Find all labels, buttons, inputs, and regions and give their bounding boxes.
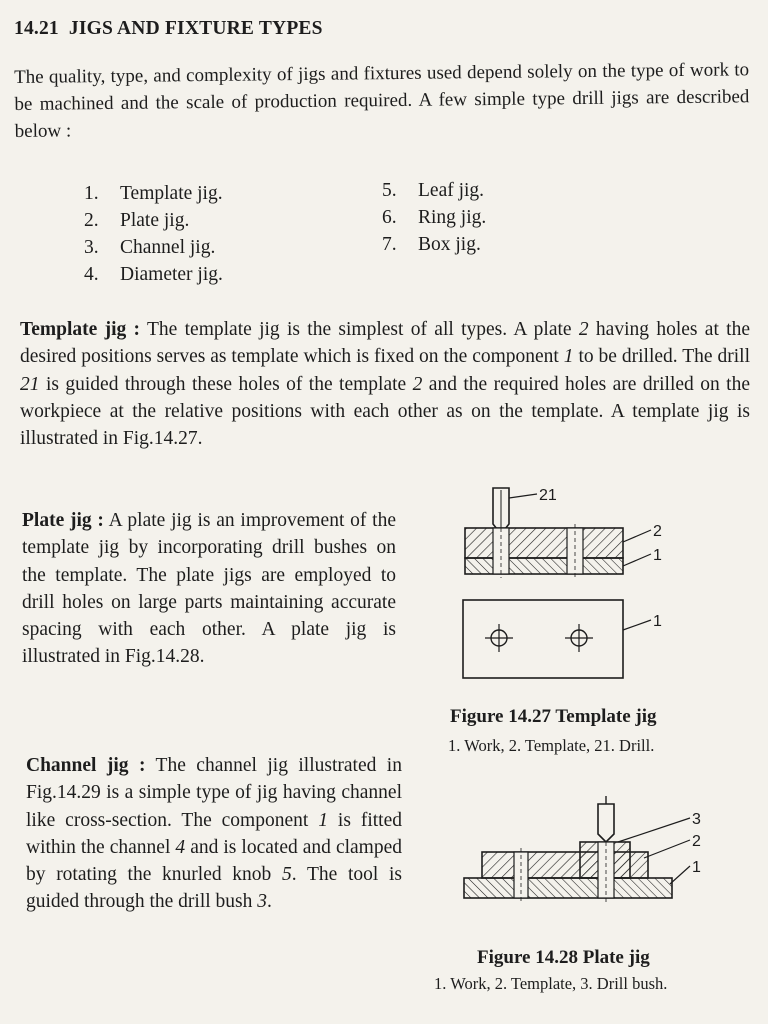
figure-27-title: Figure 14.27 Template jig <box>450 706 657 727</box>
intro-paragraph: The quality, type, and complexity of jigs and fixtures used depend solely on the type of work to be machined and the scale of production required. A few simple type drill jigs are described below : <box>14 59 750 142</box>
figure-27-legend: 1. Work, 2. Template, 21. Drill. <box>448 736 655 755</box>
label-work: 1 <box>653 547 662 564</box>
work-piece <box>464 878 672 898</box>
channel-jig-paragraph: Channel jig : The channel jig illustrated in Fig.14.29 is a simple type of jig having channel like cross-section. The component 1 is fitted within the channel 4 and is located and clamped by rotating the knurled knob 5. The tool is guided through the drill bush 3. <box>26 755 402 913</box>
label-bush: 3 <box>692 811 701 828</box>
plate-jig-paragraph: Plate jig : A plate jig is an improvement of the template jig by incorporating drill bushes on the template. The plate jigs are employed to drill holes on large parts maintaining accurate spacing with each other. A plate jig is illustrated in Fig.14.28. <box>22 510 396 668</box>
list-item: 7. Box jig. <box>382 234 481 255</box>
template-jig-heading: Template jig : <box>20 319 141 340</box>
list-item: 4. Diameter jig. <box>84 264 223 285</box>
list-item: 5. Leaf jig. <box>382 180 485 201</box>
drill-bit <box>598 796 614 842</box>
section-title: JIGS AND FIXTURE TYPES <box>68 18 323 39</box>
figure-28-title: Figure 14.28 Plate jig <box>477 947 650 968</box>
plan-view <box>463 600 623 678</box>
list-item: 3. Channel jig. <box>84 237 216 258</box>
plate-jig-figure <box>458 792 718 912</box>
hole-marker-icon <box>485 624 513 652</box>
drill-bit <box>493 488 509 534</box>
hole-marker-icon <box>565 624 593 652</box>
figure-28-legend: 1. Work, 2. Template, 3. Drill bush. <box>434 974 668 993</box>
plate-jig-heading: Plate jig : <box>22 510 104 531</box>
section-number: 14.21 <box>14 18 59 39</box>
label-work: 1 <box>692 859 701 876</box>
section-heading <box>14 18 323 40</box>
list-item: 2. Plate jig. <box>84 210 190 231</box>
work-piece <box>465 558 623 574</box>
template-jig-figure <box>455 480 685 690</box>
list-item: 1. Template jig. <box>84 183 223 204</box>
template-plate <box>465 528 623 558</box>
jig-types-list-right <box>382 177 486 258</box>
jig-types-list-left <box>84 180 223 288</box>
label-template: 2 <box>692 833 701 850</box>
template-jig-paragraph: Template jig : The template jig is the simplest of all types. A plate 2 having holes at the desired positions serves as template which is fixed on the component 1 to be drilled. The drill 21 is guided through these holes of the template 2 and the required holes are drilled on the workpiece at the relative positions with each other as on the template. A template jig is illustrated in Fig.14.27. <box>20 319 750 450</box>
label-drill: 21 <box>539 487 557 504</box>
label-plan-work: 1 <box>653 613 662 630</box>
label-template: 2 <box>653 523 662 540</box>
list-item: 6. Ring jig. <box>382 207 487 228</box>
channel-jig-heading: Channel jig : <box>26 755 146 776</box>
